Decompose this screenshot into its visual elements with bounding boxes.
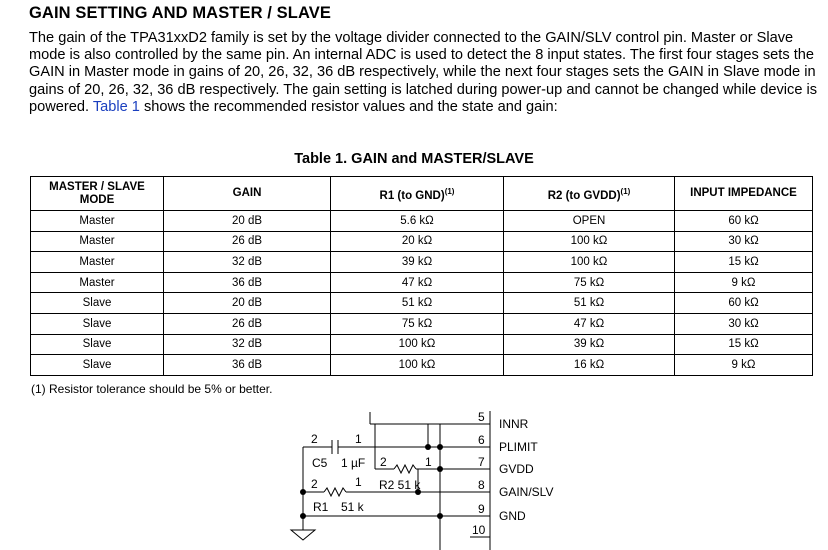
r1-value: 51 k	[341, 500, 364, 514]
cell-r1: 20 kΩ	[331, 231, 504, 252]
cell-r2: 16 kΩ	[504, 355, 675, 376]
cell-gain: 20 dB	[164, 293, 331, 314]
cell-gain: 32 dB	[164, 252, 331, 273]
header-gain: GAIN	[164, 177, 331, 211]
paragraph-text-1: The gain of the TPA31xxD2 family is set by the voltage divider connected to the GAIN/SLV control pin. Master or Slave mode is also controlled by the same pin. An internal ADC is used to detect the 8 input states. The first four stages sets the GAIN in Master mode in gains of 20, 26, 32, 36 dB respectively, while the next four stages sets the GAIN in Slave mode in gains of 20, 26, 32, 36 dB respectively. The gain setting is latched during power-up and cannot be changed while device is powered.	[29, 30, 818, 115]
c5-value: 1 µF	[341, 456, 366, 470]
cell-r2: 75 kΩ	[504, 272, 675, 293]
junction-dot	[437, 444, 443, 450]
r2-pin-label: 1	[425, 455, 432, 469]
r1-resistor	[324, 488, 346, 496]
ground-symbol	[291, 530, 315, 540]
cell-r1: 47 kΩ	[331, 272, 504, 293]
pin-name: GVDD	[499, 462, 534, 476]
paragraph-text-2: shows the recommended resistor values and the state and gain:	[139, 98, 558, 115]
section-heading: GAIN SETTING AND MASTER / SLAVE	[29, 4, 331, 22]
cell-gain: 26 dB	[164, 313, 331, 334]
cell-impedance: 30 kΩ	[675, 231, 813, 252]
cell-impedance: 30 kΩ	[675, 313, 813, 334]
table-1-link[interactable]: Table 1	[92, 98, 140, 115]
header-impedance: INPUT IMPEDANCE	[675, 177, 813, 211]
cell-mode: Master	[31, 211, 164, 232]
cell-impedance: 60 kΩ	[675, 293, 813, 314]
junction-dot	[437, 513, 443, 519]
cell-r2: 39 kΩ	[504, 334, 675, 355]
cell-mode: Master	[31, 231, 164, 252]
pin-name: PLIMIT	[499, 440, 538, 454]
cell-impedance: 9 kΩ	[675, 272, 813, 293]
cell-r1: 5.6 kΩ	[331, 211, 504, 232]
r2-pin-label: 2	[380, 455, 387, 469]
r1-pin-label: 1	[355, 475, 362, 489]
pin-number: 5	[478, 410, 485, 424]
cell-gain: 32 dB	[164, 334, 331, 355]
pin-number: 6	[478, 433, 485, 447]
cell-gain: 36 dB	[164, 355, 331, 376]
c5-label: C5	[312, 456, 328, 470]
junction-dot	[300, 513, 306, 519]
table-footnote: (1) Resistor tolerance should be 5% or better.	[31, 382, 273, 396]
cell-r1: 100 kΩ	[331, 334, 504, 355]
cell-impedance: 15 kΩ	[675, 252, 813, 273]
cell-impedance: 9 kΩ	[675, 355, 813, 376]
junction-dot	[300, 489, 306, 495]
cell-r1: 39 kΩ	[331, 252, 504, 273]
cell-r2: 100 kΩ	[504, 252, 675, 273]
pin-name: INNR	[499, 417, 529, 431]
header-mode: MASTER / SLAVE MODE	[31, 177, 164, 211]
cell-r2: 47 kΩ	[504, 313, 675, 334]
pin-name: GAIN/SLV	[499, 485, 554, 499]
junction-dot	[425, 444, 431, 450]
pin-number: 8	[478, 478, 485, 492]
cell-impedance: 15 kΩ	[675, 334, 813, 355]
header-r1: R1 (to GND)$^{(1)}$	[331, 177, 504, 211]
footnote-mark: (1)	[444, 186, 455, 196]
r2-resistor	[394, 465, 416, 473]
cell-mode: Slave	[31, 293, 164, 314]
cell-mode: Slave	[31, 334, 164, 355]
cell-r2: 51 kΩ	[504, 293, 675, 314]
c5-pin-label: 2	[311, 432, 318, 446]
footnote-mark: (1)	[620, 186, 631, 196]
cell-gain: 20 dB	[164, 211, 331, 232]
pin-number: 9	[478, 502, 485, 516]
cell-impedance: 60 kΩ	[675, 211, 813, 232]
c5-pin-label: 1	[355, 432, 362, 446]
cell-r1: 51 kΩ	[331, 293, 504, 314]
pin-name: GND	[499, 509, 526, 523]
cell-gain: 36 dB	[164, 272, 331, 293]
r1-pin-label: 2	[311, 477, 318, 491]
cell-r1: 75 kΩ	[331, 313, 504, 334]
pin-number: 10	[472, 523, 486, 537]
header-r2: R2 (to GVDD)$^{(1)}$	[504, 177, 675, 211]
cell-r2: 100 kΩ	[504, 231, 675, 252]
pin-number: 7	[478, 455, 485, 469]
cell-r1: 100 kΩ	[331, 355, 504, 376]
cell-mode: Slave	[31, 313, 164, 334]
junction-dot	[437, 466, 443, 472]
cell-gain: 26 dB	[164, 231, 331, 252]
cell-r2: OPEN	[504, 211, 675, 232]
cell-mode: Master	[31, 252, 164, 273]
cell-mode: Slave	[31, 355, 164, 376]
table-caption: Table 1. GAIN and MASTER/SLAVE	[294, 151, 534, 167]
r1-label: R1	[313, 500, 329, 514]
r2-label: R2 51 k	[379, 478, 421, 492]
cell-mode: Master	[31, 272, 164, 293]
